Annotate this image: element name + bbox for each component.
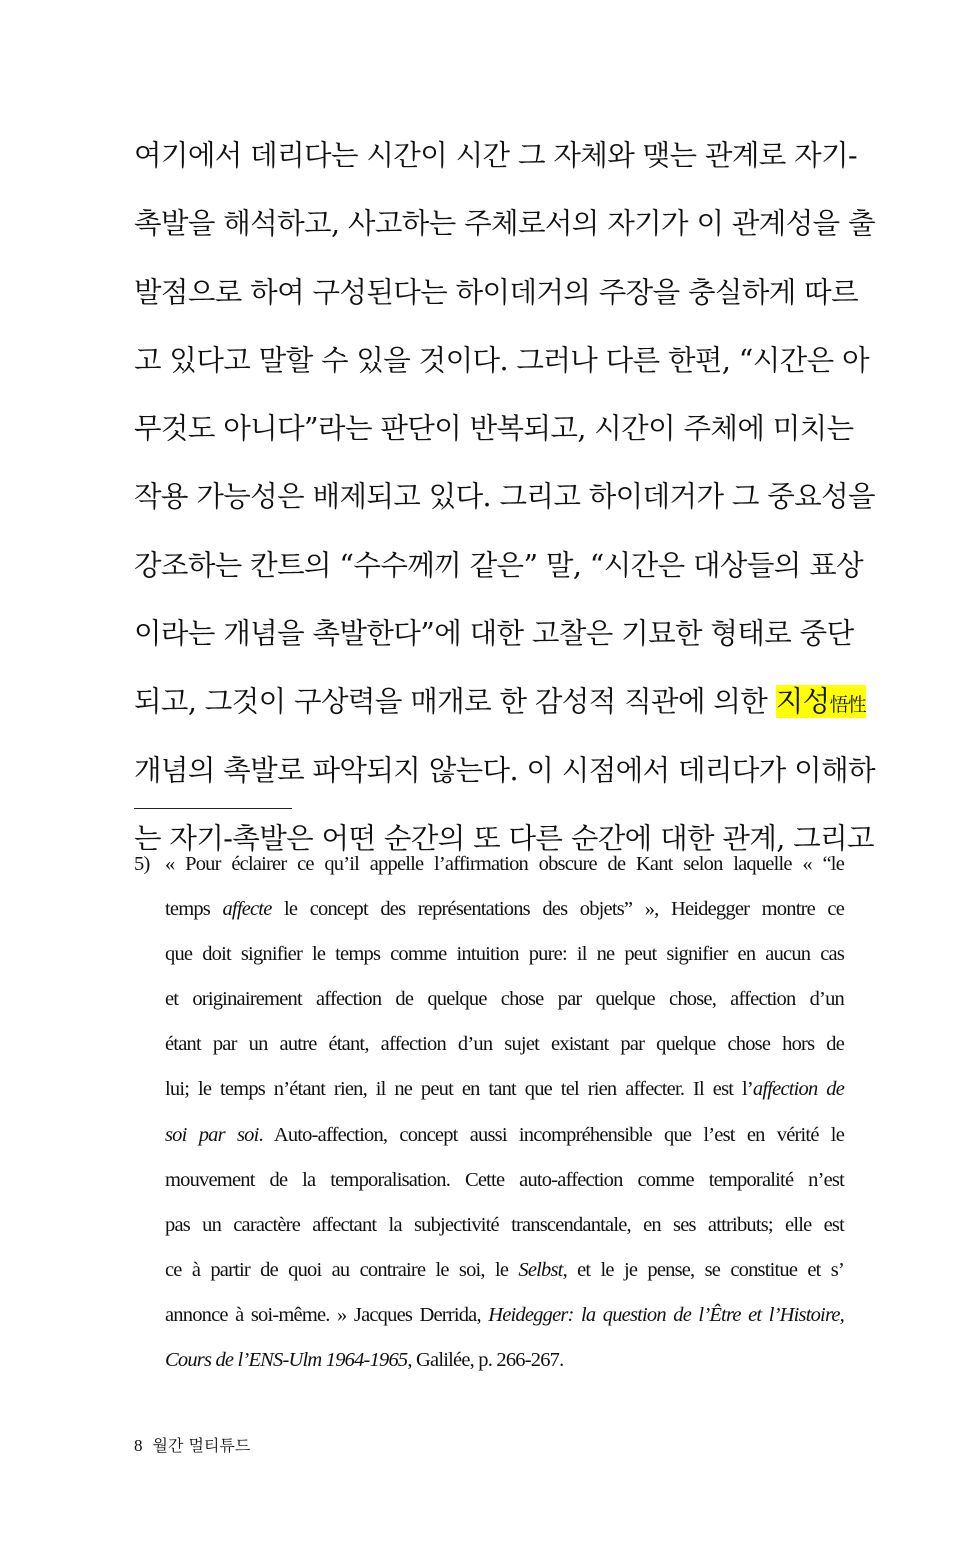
body-line: 는 자기-촉발은 어떤 순간의 또 다른 순간에 대한 관계, 그리고 bbox=[134, 821, 874, 855]
footnote-body bbox=[134, 845, 844, 1386]
footnote-divider bbox=[134, 808, 292, 809]
italic-text: Cours de l’ENS-Ulm 1964-1965 bbox=[165, 1349, 408, 1372]
body-line: 촉발을 해석하고, 사고하는 주체로서의 자기가 이 관계성을 출 bbox=[134, 207, 875, 241]
footnote-line: soi par soi. Auto-affection, concept aussi incompréhensible que l’est en vérité le bbox=[165, 1123, 844, 1146]
italic-text: affection de bbox=[752, 1078, 845, 1101]
footnote-line: ce à partir de quoi au contraire le soi, le Selbst, et le je pense, se constitue et s’ bbox=[165, 1258, 844, 1281]
journal-name: 월간 멀티튜드 bbox=[152, 1436, 251, 1455]
highlighted-term bbox=[776, 685, 866, 718]
body-line: 무것도 아니다”라는 판단이 반복되고, 시간이 주체에 미치는 bbox=[134, 412, 854, 446]
footnote-line: et originairement affection de quelque chose par quelque chose, affection d’un bbox=[165, 988, 844, 1011]
highlight-korean: 지성 bbox=[775, 685, 830, 719]
italic-text: soi par soi bbox=[165, 1123, 259, 1146]
footnote-line: lui; le temps n’étant rien, il ne peut en tant que tel rien affecter. Il est l’affection de bbox=[165, 1078, 845, 1101]
body-line: 개념의 촉발로 파악되지 않는다. 이 시점에서 데리다가 이해하 bbox=[134, 753, 875, 787]
footnote-line: Cours de l’ENS-Ulm 1964-1965, Galilée, p. 266-267. bbox=[165, 1349, 564, 1372]
page-footer bbox=[134, 1434, 250, 1458]
footnote-line: annonce à soi-même. » Jacques Derrida, Heidegger: la question de l’Être et l’Histoire, bbox=[165, 1303, 844, 1326]
body-line: 여기에서 데리다는 시간이 시간 그 자체와 맺는 관계로 자기- bbox=[134, 139, 858, 172]
italic-text: affecte bbox=[222, 898, 272, 921]
highlight-hanja: 悟性 bbox=[829, 694, 866, 717]
footnote-line: « Pour éclairer ce qu’il appelle l’affirmation obscure de Kant selon laquelle « “le bbox=[165, 853, 844, 875]
body-line: 강조하는 칸트의 “수수께끼 같은” 말, “시간은 대상들의 표상 bbox=[134, 548, 864, 582]
body-line-text: 되고, 그것이 구상력을 매개로 한 감성적 직관에 의한 bbox=[134, 685, 776, 719]
footnote-line: mouvement de la temporalisation. Cette auto-affection comme temporalité n’est bbox=[165, 1168, 844, 1191]
footnote-marker: 5) bbox=[134, 853, 150, 875]
body-line: 고 있다고 말할 수 있을 것이다. 그러나 다른 한편, “시간은 아 bbox=[134, 343, 869, 377]
body-line: 발점으로 하여 구성된다는 하이데거의 주장을 충실하게 따르 bbox=[134, 275, 859, 309]
body-line: 작용 가능성은 배제되고 있다. 그리고 하이데거가 그 중요성을 bbox=[134, 480, 875, 514]
footnote-line: étant par un autre étant, affection d’un sujet existant par quelque chose hors de bbox=[165, 1033, 844, 1056]
footnote-line: pas un caractère affectant la subjectivité transcendantale, en ses attributs; elle est bbox=[165, 1213, 844, 1236]
footnote-line: temps affecte le concept des représentations des objets” », Heidegger montre ce bbox=[165, 898, 845, 921]
footnote-line: que doit signifier le temps comme intuition pure: il ne peut signifier en aucun cas bbox=[165, 943, 844, 966]
italic-text: Heidegger: la question de l’Être et l’Histoire, bbox=[488, 1303, 844, 1326]
body-text bbox=[134, 128, 875, 879]
italic-text: Selbst bbox=[518, 1258, 563, 1281]
page-number: 8 bbox=[134, 1436, 143, 1455]
footnote bbox=[134, 845, 844, 1386]
body-line-with-highlight bbox=[134, 674, 866, 742]
body-line: 이라는 개념을 촉발한다”에 대한 고찰은 기묘한 형태로 중단 bbox=[134, 617, 854, 651]
